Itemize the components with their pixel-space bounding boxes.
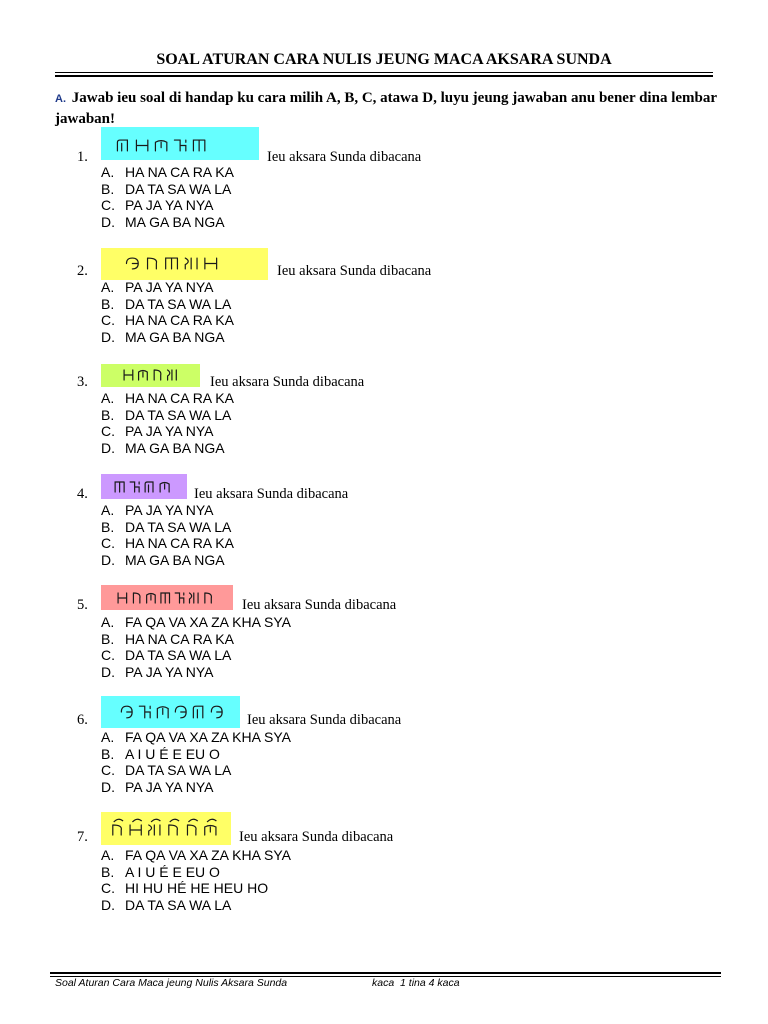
sundanese-glyph [205,258,217,269]
answer-option [101,407,231,424]
instruction-paragraph [55,88,720,129]
option-letter: B. [101,518,115,535]
question-prompt: Ieu aksara Sunda dibacana [277,263,432,279]
answer-option [101,552,225,569]
answer-option [101,535,234,552]
option-text: PA JA YA NYA [125,279,214,295]
sundanese-glyph [118,593,127,603]
sundanese-script-box [101,585,233,610]
option-letter: B. [101,180,115,197]
sundanese-glyph [113,819,123,835]
sundanese-glyph [174,140,185,151]
answer-option [101,296,231,313]
sundanese-glyph [130,482,139,492]
question-prompt: Ieu aksara Sunda dibacana [247,712,402,728]
option-text: PA JA YA NYA [125,423,214,440]
option-letter: D. [101,440,115,457]
sundanese-glyph [160,483,169,493]
sundanese-glyph [205,593,212,603]
option-letter: B. [101,295,115,312]
answer-option [101,502,213,519]
option-text: DA TA SA WA LA [125,897,232,914]
option-letter: B. [101,863,115,880]
answer-option [101,847,291,864]
question-prompt: Ieu aksara Sunda dibacana [239,829,394,845]
sundanese-glyph [166,258,178,269]
question-number: 5. [77,597,88,613]
answer-option [101,181,231,198]
option-letter: C. [101,880,115,897]
sundanese-glyph [133,593,140,603]
option-letter: A. [101,847,115,863]
option-text: FA QA VA XA ZA KHA SYA [125,847,292,863]
option-text: A I U É E EU O [125,745,220,762]
sundanese-glyph [126,258,138,269]
footer-page-number: kaca 1 tina 4 kaca [372,977,460,989]
question-prompt: Ieu aksara Sunda dibacana [267,149,422,165]
option-text: DA TA SA WA LA [125,518,232,535]
question-prompt: Ieu aksara Sunda dibacana [194,486,349,502]
question-number: 7. [77,829,88,845]
option-text: HA NA CA RA KA [125,312,234,329]
option-letter: D. [101,779,115,796]
option-letter: C. [101,312,115,329]
footer-title: Soal Aturan Cara Maca jeung Nulis Aksara Sunda [55,977,288,989]
sundanese-glyph [190,593,199,603]
option-letter: D. [101,664,115,681]
option-letter: C. [101,535,115,552]
sundanese-glyph [147,594,156,604]
option-letter: D. [101,214,115,231]
option-letter: A. [101,729,115,745]
sundanese-glyph [154,370,161,380]
option-letter: D. [101,552,115,569]
section-label: A. [55,93,66,105]
option-text: MA GA BA NGA [125,440,225,457]
sundanese-script-box [101,812,231,845]
page-title: SOAL ATURAN CARA NULIS JEUNG MACA AKSARA SUNDA [156,51,612,68]
option-text: DA TA SA WA LA [125,406,232,423]
answer-option [101,779,213,796]
sundanese-glyph [157,707,168,718]
option-text: MA GA BA NGA [125,214,225,231]
answer-option [101,614,291,631]
sundanese-glyph [175,593,184,603]
option-text: MA GA BA NGA [125,552,225,569]
sundanese-script-image [101,812,231,845]
option-letter: A. [101,279,115,295]
sundanese-glyph [117,140,127,151]
option-text: DA TA SA WA LA [125,762,232,779]
question-number: 2. [77,263,88,279]
answer-option [101,440,225,457]
option-text: PA JA YA NYA [125,502,214,518]
question-prompt: Ieu aksara Sunda dibacana [210,374,365,390]
sundanese-script-image [101,585,233,610]
option-letter: A. [101,390,115,406]
sundanese-glyph [168,370,177,380]
answer-option [101,647,231,664]
sundanese-glyph [139,706,150,718]
answer-option [101,664,213,681]
sundanese-script-box [101,474,187,499]
answer-option [101,762,231,779]
sundanese-glyph [193,706,202,718]
sundanese-script-image [101,364,200,387]
option-letter: A. [101,164,115,180]
option-letter: A. [101,502,115,518]
option-text: MA GA BA NGA [125,329,225,346]
option-text: FA QA VA XA ZA KHA SYA [125,729,292,745]
answer-option [101,329,225,346]
footer-rule-thick [50,972,721,974]
option-letter: C. [101,197,115,214]
question-number: 1. [77,149,88,165]
option-text: DA TA SA WA LA [125,295,232,312]
option-letter: C. [101,647,115,664]
sundanese-glyph [139,371,148,381]
question-number: 6. [77,712,88,728]
sundanese-script-box [101,364,200,387]
instruction-text: Jawab ieu soal di handap ku cara milih A, B, C, atawa D, luyu jeung jawaban anu bener dina lembar jawaban! [55,90,717,127]
sundanese-glyph [185,258,197,269]
sundanese-script-image [101,474,187,499]
option-text: PA JA YA NYA [125,779,214,796]
sundanese-glyph [169,819,179,835]
question-number: 3. [77,374,88,390]
header-rule-thick [55,75,713,77]
option-text: A I U É E EU O [125,863,220,880]
option-letter: A. [101,614,115,630]
sundanese-glyph [149,819,161,835]
sundanese-script-image [101,127,259,160]
option-text: DA TA SA WA LA [125,647,232,664]
answer-option [101,631,234,648]
option-text: HA NA CA RA KA [125,535,234,552]
sundanese-script-box [101,248,268,280]
option-text: HI HU HÉ HE HEU HO [125,880,269,897]
sundanese-glyph [155,141,166,151]
option-text: HA NA CA RA KA [125,390,234,406]
option-text: PA JA YA NYA [125,664,214,681]
sundanese-glyph [124,370,133,380]
sundanese-glyph [193,140,204,151]
option-letter: C. [101,762,115,779]
sundanese-glyph [205,819,217,835]
answer-option [101,214,225,231]
sundanese-script-box [101,127,259,160]
sundanese-glyph [130,819,142,835]
sundanese-glyph [136,140,147,151]
option-letter: B. [101,745,115,762]
option-text: HA NA CA RA KA [125,164,234,180]
header-rule-thin [55,72,713,73]
question-prompt: Ieu aksara Sunda dibacana [242,597,397,613]
answer-option [101,164,234,181]
option-text: HA NA CA RA KA [125,630,234,647]
answer-option [101,729,291,746]
option-letter: D. [101,897,115,914]
sundanese-glyph [211,706,222,718]
sundanese-glyph [148,258,157,269]
answer-option [101,897,231,914]
sundanese-script-image [101,696,240,728]
answer-option [101,880,268,897]
sundanese-glyph [187,819,197,835]
answer-option [101,519,231,536]
sundanese-glyph [121,706,132,718]
option-text: DA TA SA WA LA [125,180,232,197]
answer-option [101,197,213,214]
option-letter: D. [101,329,115,346]
option-text: PA JA YA NYA [125,197,214,214]
sundanese-script-image [101,248,268,280]
answer-option [101,312,234,329]
answer-option [101,423,213,440]
sundanese-glyph [115,482,124,492]
option-text: FA QA VA XA ZA KHA SYA [125,614,292,630]
question-number: 4. [77,486,88,502]
sundanese-glyph [161,593,170,603]
option-letter: B. [101,630,115,647]
option-letter: C. [101,423,115,440]
answer-option [101,746,220,763]
answer-option [101,390,234,407]
sundanese-script-box [101,696,240,728]
sundanese-glyph [175,706,186,718]
answer-option [101,864,220,881]
option-letter: B. [101,406,115,423]
answer-option [101,279,213,296]
sundanese-glyph [145,482,153,492]
